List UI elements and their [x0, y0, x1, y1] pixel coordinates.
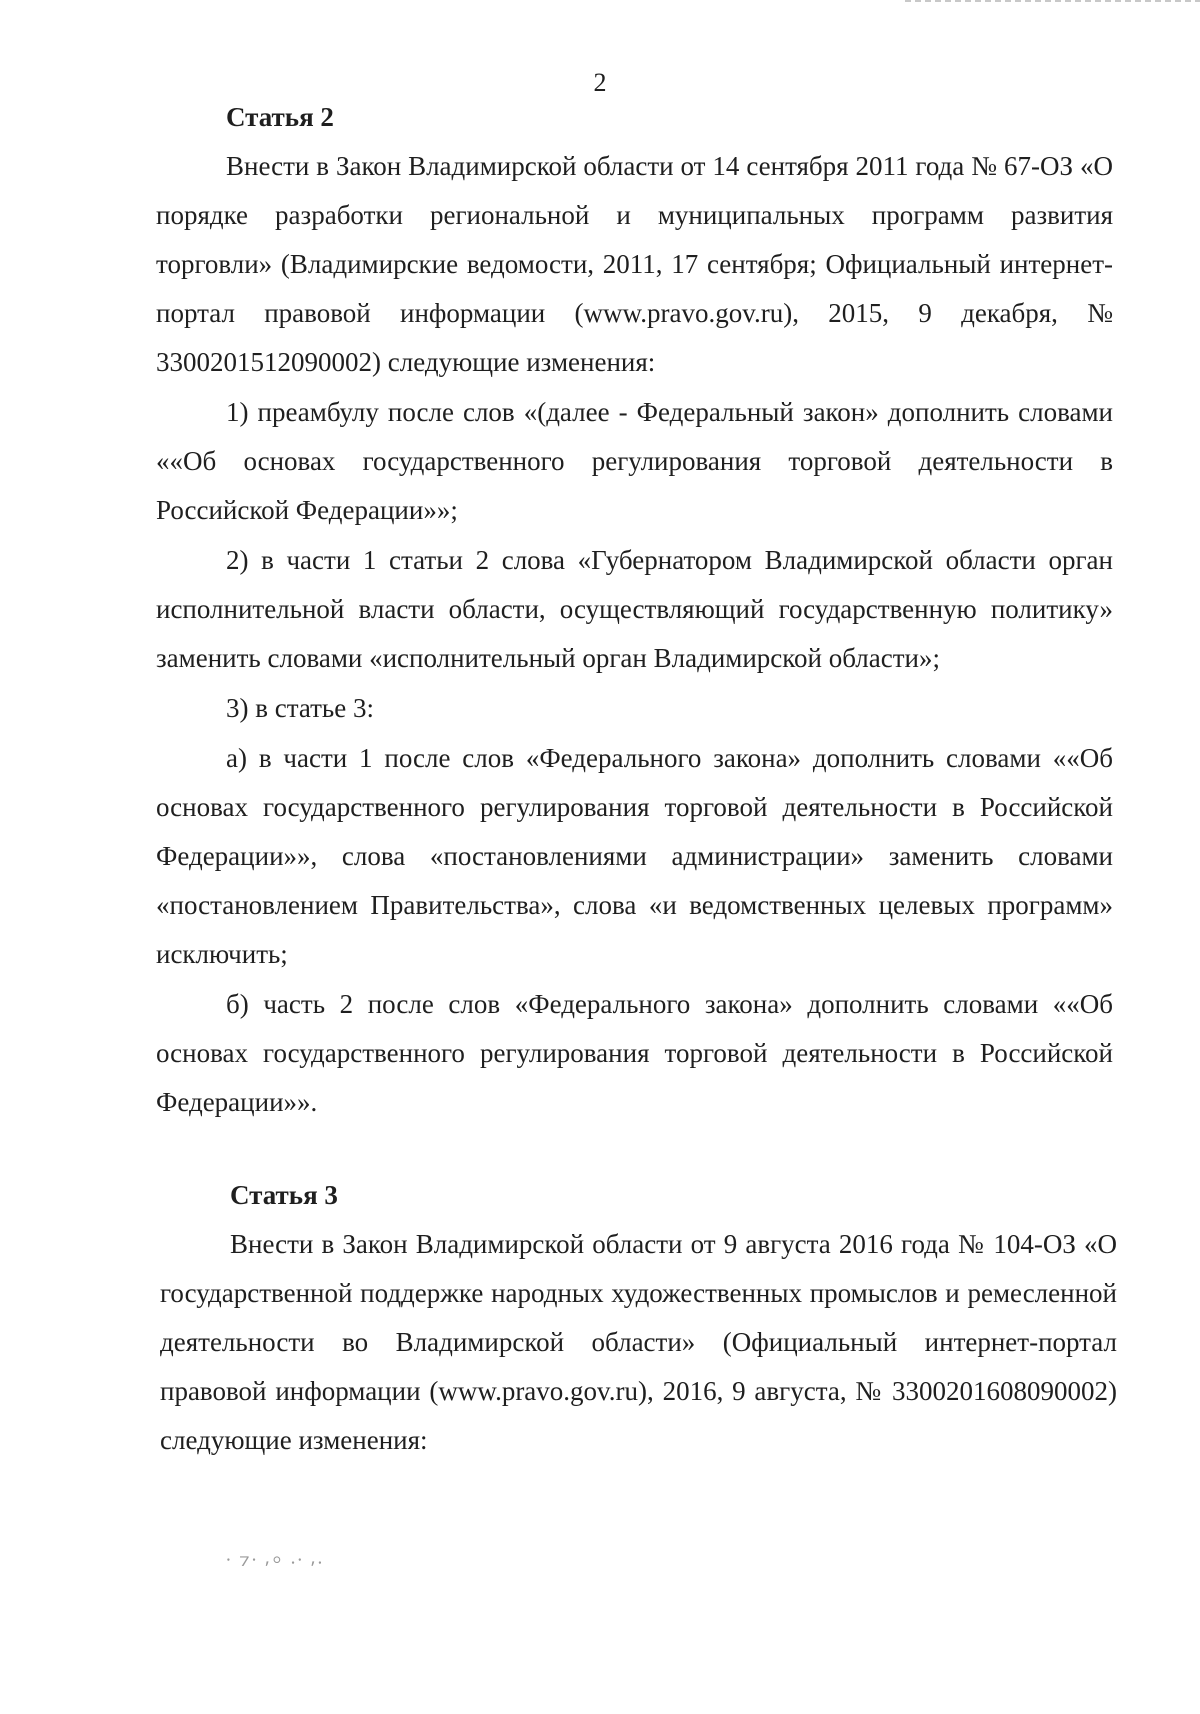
- article-2: [156, 92, 1113, 1127]
- article-2-paragraph: Внести в Закон Владимирской области от 14 сентября 2011 года № 67-ОЗ «О порядке разработки региональной и муниципальных программ развития торговли» (Владимирские ведомости, 2011, 17 сентября; Официальный интернет-портал правовой информации (www.pravo.gov.ru), 2015, 9 декабря, № 3300201512090002) следующие изменения:: [156, 151, 1113, 377]
- article-2-paragraph: 3) в статье 3:: [226, 693, 374, 723]
- article-2-paragraph: а) в части 1 после слов «Федерального закона» дополнить словами ««Об основах государственного регулирования торговой деятельности в Российской Федерации»», слова «постановлениями администрации» заменить словами «постановлением Правительства», слова «и ведомственных целевых программ» исключить;: [156, 743, 1113, 969]
- scan-artifact-mark: ⸱ ⁊⸱ ⸴⸰ ⸳⸱ ⸴⸳: [226, 1550, 325, 1570]
- article-3-paragraph: Внести в Закон Владимирской области от 9 августа 2016 года № 104-ОЗ «О государственной поддержке народных художественных промыслов и ремесленной деятельности во Владимирской области» (Официальный интернет-портал правовой информации (www.pravo.gov.ru), 2016, 9 августа, № 3300201608090002) следующие изменения:: [160, 1229, 1117, 1455]
- article-2-paragraph: 1) преамбулу после слов «(далее - Федеральный закон» дополнить словами ««Об основах государственного регулирования торговой деятельности в Российской Федерации»»;: [156, 397, 1113, 525]
- article-3: [160, 1170, 1117, 1465]
- article-3-heading: Статья 3: [230, 1180, 338, 1210]
- scan-edge-line: [905, 0, 1200, 2]
- article-2-paragraph: 2) в части 1 статьи 2 слова «Губернатором Владимирской области орган исполнительной власти области, осуществляющий государственную политику» заменить словами «исполнительный орган Владимирской области»;: [156, 545, 1113, 673]
- article-2-paragraph: б) часть 2 после слов «Федерального закона» дополнить словами ««Об основах государственного регулирования торговой деятельности в Российской Федерации»».: [156, 989, 1113, 1117]
- page-number: 2: [593, 68, 607, 97]
- article-2-heading: Статья 2: [226, 102, 334, 132]
